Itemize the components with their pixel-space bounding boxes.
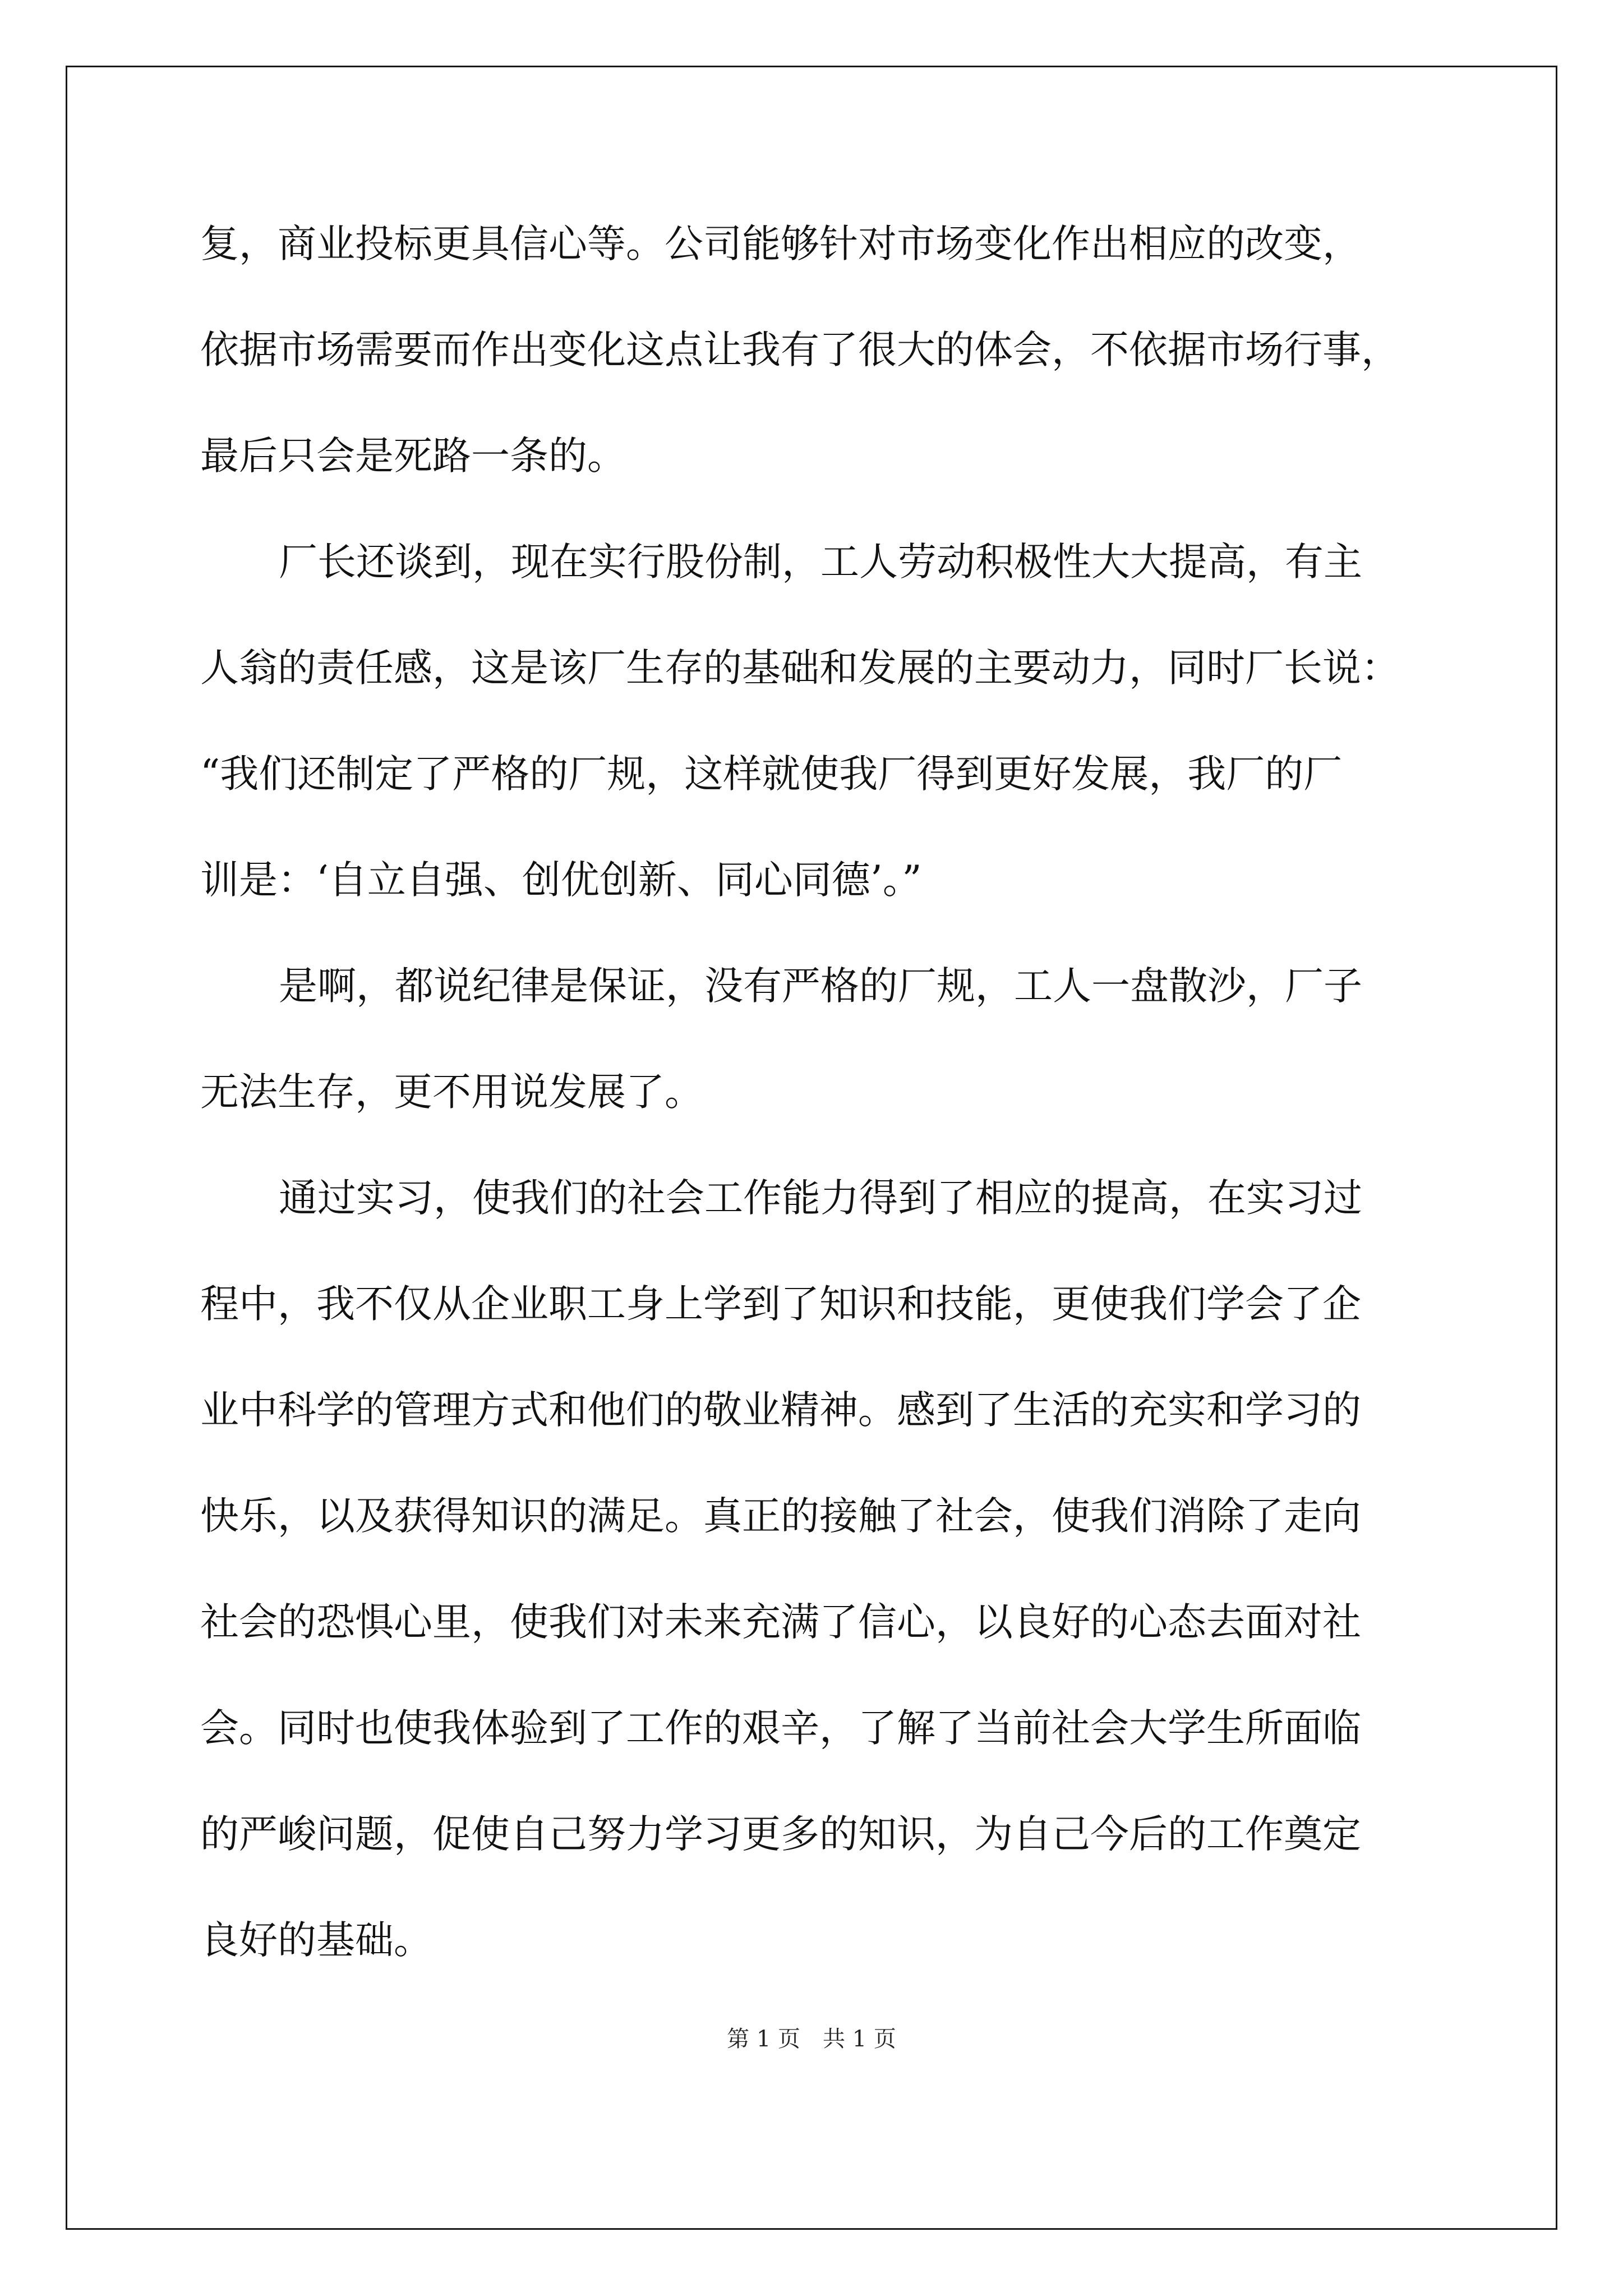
paragraph-start-line: 是啊，都说纪律是保证，没有严格的厂规，工人一盘散沙，厂子 bbox=[279, 964, 1362, 1009]
text-line: 会。同时也使我体验到了工作的艰辛，了解了当前社会大学生所面临 bbox=[200, 1706, 1361, 1751]
text-line: 程中，我不仅从企业职工身上学到了知识和技能，更使我们学会了企 bbox=[200, 1282, 1361, 1327]
text-line: 人翁的责任感，这是该厂生存的基础和发展的主要动力，同时厂长说： bbox=[200, 646, 1400, 691]
text-line: 复，商业投标更具信心等。公司能够针对市场变化作出相应的改变， bbox=[200, 222, 1361, 266]
text-line: 业中科学的管理方式和他们的敬业精神。感到了生活的充实和学习的 bbox=[200, 1388, 1361, 1433]
text-line: 最后只会是死路一条的。 bbox=[200, 434, 626, 478]
paragraph-start-line: 厂长还谈到，现在实行股份制，工人劳动积极性大大提高，有主 bbox=[279, 540, 1362, 585]
page-border bbox=[66, 66, 1557, 2230]
text-line: 依据市场需要而作出变化这点让我有了很大的体会，不依据市场行事， bbox=[200, 328, 1400, 372]
paragraph-start-line: 通过实习，使我们的社会工作能力得到了相应的提高，在实习过 bbox=[279, 1176, 1362, 1221]
text-line: 良好的基础。 bbox=[200, 1918, 432, 1963]
text-line: “我们还制定了严格的厂规，这样就使我厂得到更好发展，我厂的厂 bbox=[200, 752, 1343, 797]
page-number-footer: 第 1 页 共 1 页 bbox=[727, 2026, 896, 2052]
text-line: 无法生存，更不用说发展了。 bbox=[200, 1070, 703, 1115]
text-line: 社会的恐惧心里，使我们对未来充满了信心，以良好的心态去面对社 bbox=[200, 1600, 1361, 1645]
text-line: 的严峻问题，促使自己努力学习更多的知识，为自己今后的工作奠定 bbox=[200, 1812, 1361, 1857]
text-line: 训是：‘自立自强、创优创新、同心同德’。” bbox=[200, 858, 922, 903]
text-line: 快乐，以及获得知识的满足。真正的接触了社会，使我们消除了走向 bbox=[200, 1494, 1361, 1539]
